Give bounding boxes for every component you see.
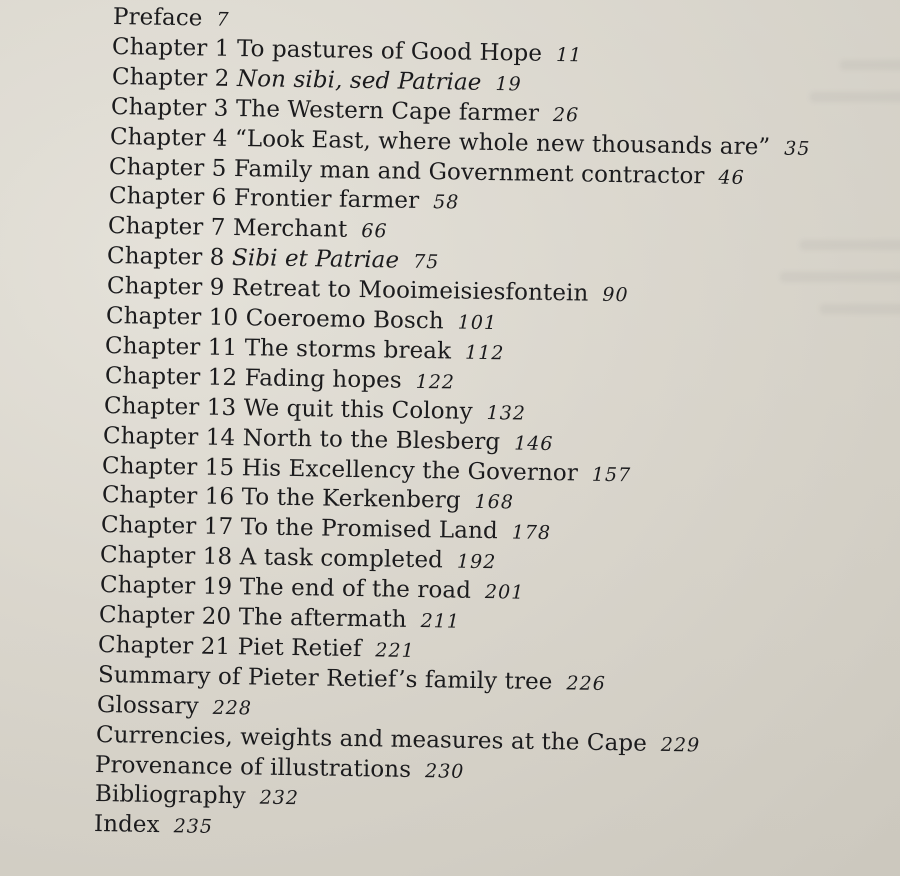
- toc-entry-title: To the Kerkenberg: [241, 484, 461, 515]
- toc-entry-label: Chapter 4: [109, 123, 228, 152]
- toc-page-number: 228: [212, 696, 252, 720]
- toc-entry-label: Bibliography: [94, 781, 246, 810]
- toc-entry: [95, 752, 465, 784]
- toc-page-number: 235: [173, 815, 214, 839]
- toc-entry: [102, 482, 514, 514]
- toc-entry-title: Fading hopes: [244, 364, 402, 394]
- toc-entry: [112, 34, 583, 67]
- toc-entry-label: Index: [93, 811, 160, 839]
- toc-entry: [96, 722, 701, 757]
- toc-entry: [113, 4, 230, 32]
- toc-entry-title: Merchant: [232, 215, 348, 244]
- toc-page-number: 90: [601, 283, 629, 307]
- toc-page-number: 122: [415, 370, 455, 394]
- toc-entry-label: Chapter 8: [107, 243, 226, 272]
- toc-page-number: 201: [484, 581, 525, 604]
- toc-page-number: 58: [432, 191, 460, 214]
- toc-entry: [99, 572, 524, 605]
- toc-entry-title: Frontier farmer: [233, 185, 420, 215]
- toc-page-number: 132: [486, 401, 526, 425]
- toc-entry-title: The Western Cape farmer: [235, 95, 540, 127]
- toc-entry-title: “Look East, where whole new thousands are”: [234, 125, 771, 160]
- toc-page-number: 19: [494, 72, 522, 96]
- toc-entry-title: To the Promised Land: [240, 514, 499, 545]
- toc-entry-label: Chapter 6: [108, 183, 227, 212]
- toc-entry-title: We quit this Colony: [243, 394, 473, 425]
- toc-entry-label: Chapter 10: [105, 303, 239, 332]
- toc-entry-label: Chapter 18: [100, 542, 233, 571]
- toc-page-number: 35: [784, 137, 811, 160]
- toc-entry-label: Chapter 12: [104, 362, 238, 391]
- toc-entry: [101, 512, 551, 545]
- toc-entry-label: Chapter 9: [106, 273, 225, 301]
- toc-entry-label: Chapter 21: [98, 631, 231, 660]
- toc-entry: [103, 423, 554, 456]
- toc-entry-label: Chapter 17: [100, 512, 234, 541]
- toc-entry: [102, 453, 632, 487]
- toc-entry-label: Chapter 11: [105, 332, 238, 361]
- toc-entry: [109, 183, 460, 215]
- toc-entry: [98, 632, 415, 663]
- toc-entry-label: Chapter 15: [102, 452, 235, 481]
- toc-page-number: 221: [375, 639, 416, 662]
- toc-page-number: 146: [514, 432, 554, 455]
- toc-entry-title: The end of the road: [239, 574, 471, 604]
- toc-entry-title: Non sibi, sed Patriae: [236, 65, 482, 96]
- toc-entry: [108, 213, 388, 243]
- toc-entry-title: Family man and Government contractor: [234, 155, 706, 189]
- toc-page-number: 66: [361, 220, 388, 243]
- toc-page-number: 7: [216, 8, 230, 31]
- toc-page-number: 178: [511, 521, 552, 545]
- toc-page-number: 75: [413, 250, 440, 274]
- toc-page-number: 168: [474, 491, 514, 514]
- toc-page-number: 46: [718, 166, 746, 189]
- toc-entry-title: The aftermath: [238, 604, 407, 633]
- toc-entry-label: Preface: [112, 4, 203, 32]
- toc-entry-label: Chapter 2: [111, 63, 230, 92]
- toc-entry-label: Summary of Pieter Retief’s family tree: [97, 661, 553, 695]
- toc-entry-title: To pastures of Good Hope: [237, 35, 543, 67]
- toc-page-number: 157: [592, 463, 632, 486]
- toc-entry: [106, 303, 497, 335]
- toc-entry-label: Chapter 16: [101, 482, 235, 511]
- toc-entry: [107, 243, 440, 274]
- toc-entry-label: Chapter 5: [109, 153, 228, 182]
- toc-page-number: 101: [457, 311, 498, 335]
- toc-page-number: 230: [425, 759, 465, 783]
- toc-entry-label: Currencies, weights and measures at the Cape: [95, 721, 648, 757]
- toc-entry-label: Glossary: [96, 691, 199, 720]
- toc-entry-label: Chapter 1: [112, 33, 231, 62]
- toc-entry: [94, 781, 298, 810]
- toc-entry-label: Chapter 3: [110, 93, 229, 122]
- toc-entry: [106, 273, 628, 307]
- toc-entry-label: Chapter 14: [102, 422, 236, 451]
- toc-entry-title: The storms break: [244, 335, 452, 365]
- toc-page-number: 226: [565, 672, 606, 695]
- toc-entry-title: Piet Retief: [237, 634, 362, 663]
- toc-page-number: 229: [660, 733, 701, 757]
- toc-page-number: 192: [457, 550, 497, 574]
- toc-entry-title: Coeroemo Bosch: [245, 305, 444, 335]
- toc-entry: [105, 333, 505, 365]
- toc-page-number: 11: [556, 43, 583, 67]
- toc-entry: [104, 363, 454, 394]
- toc-page-number: 211: [420, 610, 461, 633]
- toc-entry-title: A task completed: [239, 544, 444, 574]
- toc-entry-label: Chapter 13: [103, 392, 237, 421]
- toc-entry: [111, 64, 521, 96]
- toc-page-number: 232: [259, 786, 299, 810]
- toc-entry-label: Chapter 20: [98, 602, 232, 631]
- toc-entry: [104, 393, 526, 426]
- toc-entry-title: Retreat to Mooimeisiesfontein: [231, 275, 589, 307]
- toc-entry-label: Chapter 19: [99, 572, 233, 601]
- toc-entry-label: Provenance of illustrations: [95, 751, 412, 783]
- toc-entry: [99, 602, 460, 634]
- toc-entry-label: Chapter 7: [107, 213, 226, 242]
- toc-entry: [97, 662, 605, 696]
- toc-entry: [111, 94, 580, 127]
- toc-page-number: 26: [552, 103, 580, 127]
- toc-entry: [94, 811, 213, 839]
- toc-page-number: 112: [465, 341, 505, 365]
- toc-entry-title: His Excellency the Governor: [241, 454, 579, 486]
- toc-entry-title: North to the Blesberg: [242, 424, 501, 455]
- toc-entry: [100, 542, 497, 574]
- toc-entry-title: Sibi et Patriae: [232, 245, 400, 274]
- toc-entry: [97, 692, 252, 720]
